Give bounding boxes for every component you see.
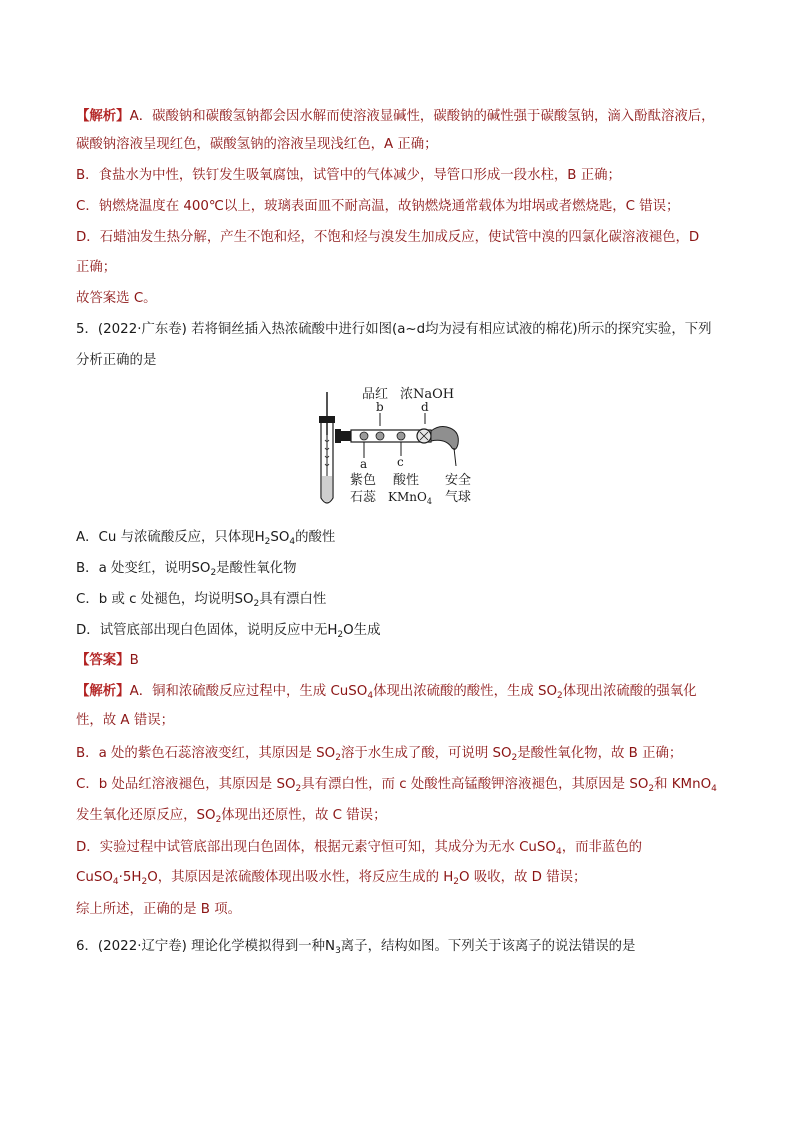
glass-tube: [335, 429, 431, 443]
label-a-reagent-2: 石蕊: [350, 490, 377, 505]
label-b: b: [376, 400, 384, 414]
analysis-line: C．钠燃烧温度在 400℃以上，玻璃表面皿不耐高温，故钠燃烧通常载体为坩埚或者燃烧匙，C 错误；: [76, 199, 680, 214]
label-balloon-1: 安全: [445, 473, 472, 488]
analysis-line: 【解析】A．铜和浓硫酸反应过程中，生成 CuSO$_4$体现出浓硫酸的酸性，生成 $SO_2$体现出浓硫酸的强氧化: [76, 684, 697, 701]
question-6-stem: 6．(2022·辽宁卷) 理论化学模拟得到一种$N_3$离子，结构如图。下列关于该离子的说法错误的是: [76, 939, 636, 956]
label-d: d: [421, 400, 429, 414]
leader-balloon: [454, 448, 456, 466]
analysis-line: [76, 102, 732, 132]
analysis-text: A．碳酸钠和碳酸氢钠都会因水解而使溶液显碱性，碳酸钠的碱性强于碳酸氢钠，滴入酚酞溶液后，: [129, 109, 715, 124]
label-c-reagent-2: KMnO$_4$: [388, 490, 432, 506]
analysis-summary: 综上所述，正确的是 B 项。: [76, 902, 241, 917]
answer-line: [76, 646, 732, 676]
analysis-line: $CuSO_4\cdot 5H_2O$，其原因是浓硫酸体现出吸水性，将反应生成的 $H_2O$ 吸收，故 D 错误；: [76, 870, 587, 887]
analysis-line: B．食盐水为中性，铁钉发生吸氧腐蚀，试管中的气体减少，导管口形成一段水柱，B 正确；: [76, 168, 621, 183]
label-b-reagent: 品红: [362, 387, 389, 402]
question-5-stem-cont: 分析正确的是: [76, 353, 157, 368]
analysis-line: D．实验过程中试管底部出现白色固体，根据元素守恒可知，其成分为无水 CuSO$_4$，而非蓝色的: [76, 840, 643, 857]
label-d-reagent: 浓NaOH: [400, 387, 455, 402]
option-a[interactable]: A．Cu 与浓硫酸反应，只体现$H_2SO_4$的酸性: [76, 530, 336, 547]
analysis-line: 性，故 A 错误；: [76, 713, 175, 728]
safety-balloon: [431, 427, 458, 450]
option-c[interactable]: C．b 或 c 处褪色，均说明$SO_2$具有漂白性: [76, 592, 327, 609]
answer-value: B: [129, 653, 139, 668]
label-a: a: [360, 457, 368, 471]
analysis-line: D．石蜡油发生热分解，产生不饱和烃，不饱和烃与溴发生加成反应，使试管中溴的四氯化碳溶液褪色，D: [76, 230, 700, 245]
analysis-tag: 【解析】: [76, 109, 130, 124]
analysis-line: C．b 处品红溶液褪色，其原因是 $SO_2$具有漂白性，而 c 处酸性高锰酸钾溶液褪色，其原因是 $SO_2$和 KMnO$_4$: [76, 777, 717, 794]
test-tube: [319, 392, 335, 503]
analysis-line: 正确；: [76, 260, 117, 275]
analysis-line: 发生氧化还原反应，$SO_2$体现出还原性，故 C 错误；: [76, 808, 387, 825]
apparatus-diagram: [290, 380, 490, 510]
option-d[interactable]: D．试管底部出现白色固体，说明反应中无$H_2O$生成: [76, 623, 381, 640]
question-5-stem: 5．(2022·广东卷) 若将铜丝插入热浓硫酸中进行如图(a~d均为浸有相应试液的棉花)所示的探究实验，下列: [76, 322, 712, 337]
label-c: c: [397, 455, 404, 469]
label-balloon-2: 气球: [445, 490, 472, 505]
answer-tag: 【答案】: [76, 653, 130, 668]
option-b[interactable]: B．a 处变红，说明$SO_2$是酸性氧化物: [76, 561, 297, 578]
analysis-line: B．a 处的紫色石蕊溶液变红，其原因是 $SO_2$溶于水生成了酸，可说明 $SO_2$是酸性氧化物，故 B 正确；: [76, 746, 683, 763]
analysis-line: 碳酸钠溶液呈现红色，碳酸氢钠的溶液呈现浅红色，A 正确；: [76, 137, 438, 152]
analysis-conclusion: 故答案选 C。: [76, 291, 157, 306]
label-c-reagent-1: 酸性: [393, 473, 420, 488]
label-a-reagent-1: 紫色: [350, 473, 377, 488]
